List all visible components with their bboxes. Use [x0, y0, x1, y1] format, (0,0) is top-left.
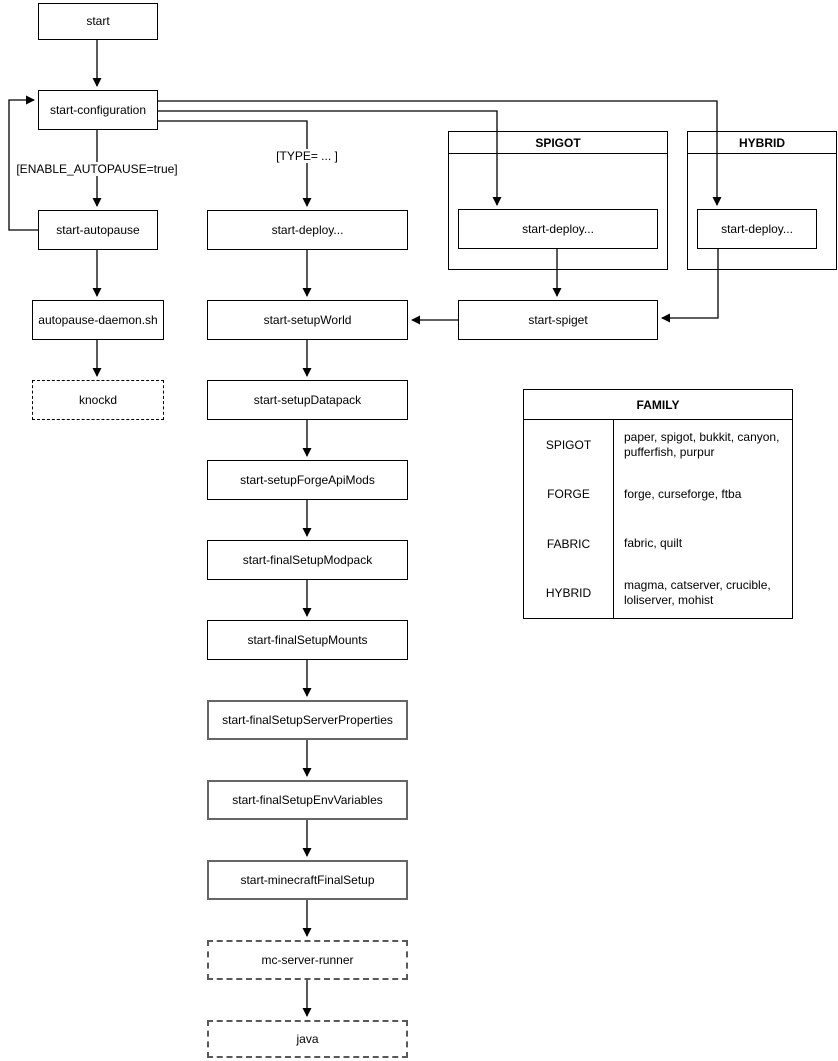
node-start: start: [38, 3, 158, 40]
family-table: [523, 389, 793, 619]
node-knockd: knockd: [32, 380, 164, 420]
node-start-deploy: start-deploy...: [207, 210, 408, 250]
node-start-setupForgeApiMods: start-setupForgeApiMods: [207, 460, 408, 500]
family-table-body: [524, 420, 792, 618]
container-hybrid-title: HYBRID: [688, 132, 836, 154]
edge-label-type-condition: [TYPE= ... ]: [276, 149, 338, 163]
family-name-cell: FORGE: [524, 470, 614, 520]
node-start-autopause: start-autopause: [38, 210, 158, 250]
family-name-cell: SPIGOT: [524, 420, 614, 470]
family-row-spigot: [524, 420, 792, 470]
node-spigot-start-deploy: start-deploy...: [458, 209, 658, 249]
family-row-forge: [524, 470, 792, 520]
family-servers-cell: forge, curseforge, ftba: [624, 486, 742, 501]
node-start-finalSetupMounts: start-finalSetupMounts: [207, 620, 408, 660]
family-name-cell: FABRIC: [524, 519, 614, 569]
node-mc-server-runner: mc-server-runner: [207, 940, 408, 980]
node-java: java: [207, 1020, 408, 1058]
edge-label-enable-autopause-condition: [ENABLE_AUTOPAUSE=true]: [16, 162, 178, 176]
container-spigot-title: SPIGOT: [449, 132, 667, 154]
node-start-minecraftFinalSetup: start-minecraftFinalSetup: [207, 860, 408, 900]
node-start-finalSetupModpack: start-finalSetupModpack: [207, 540, 408, 580]
container-spigot: [448, 131, 668, 270]
family-name-cell: HYBRID: [524, 569, 614, 619]
node-start-finalSetupServerProperties: start-finalSetupServerProperties: [207, 700, 408, 740]
node-start-spiget: start-spiget: [458, 300, 658, 340]
node-autopause-daemon-sh: autopause-daemon.sh: [32, 300, 164, 340]
container-hybrid: [687, 131, 837, 270]
family-servers-cell: fabric, quilt: [624, 536, 683, 551]
node-start-finalSetupEnvVariables: start-finalSetupEnvVariables: [207, 780, 408, 820]
family-servers-cell: paper, spigot, bukkit, canyon, pufferfish, purpur: [624, 429, 780, 459]
family-servers-cell: magma, catserver, crucible, loliserver, mohist: [624, 578, 771, 608]
node-start-configuration: start-configuration: [38, 90, 158, 130]
family-table-title: FAMILY: [524, 390, 792, 420]
edge-start-configuration-to-start-deploy: [158, 121, 307, 206]
family-row-hybrid: [524, 569, 792, 619]
node-hybrid-start-deploy: start-deploy...: [697, 209, 817, 249]
family-row-fabric: [524, 519, 792, 569]
node-start-setupWorld: start-setupWorld: [207, 300, 408, 340]
node-start-setupDatapack: start-setupDatapack: [207, 380, 408, 420]
